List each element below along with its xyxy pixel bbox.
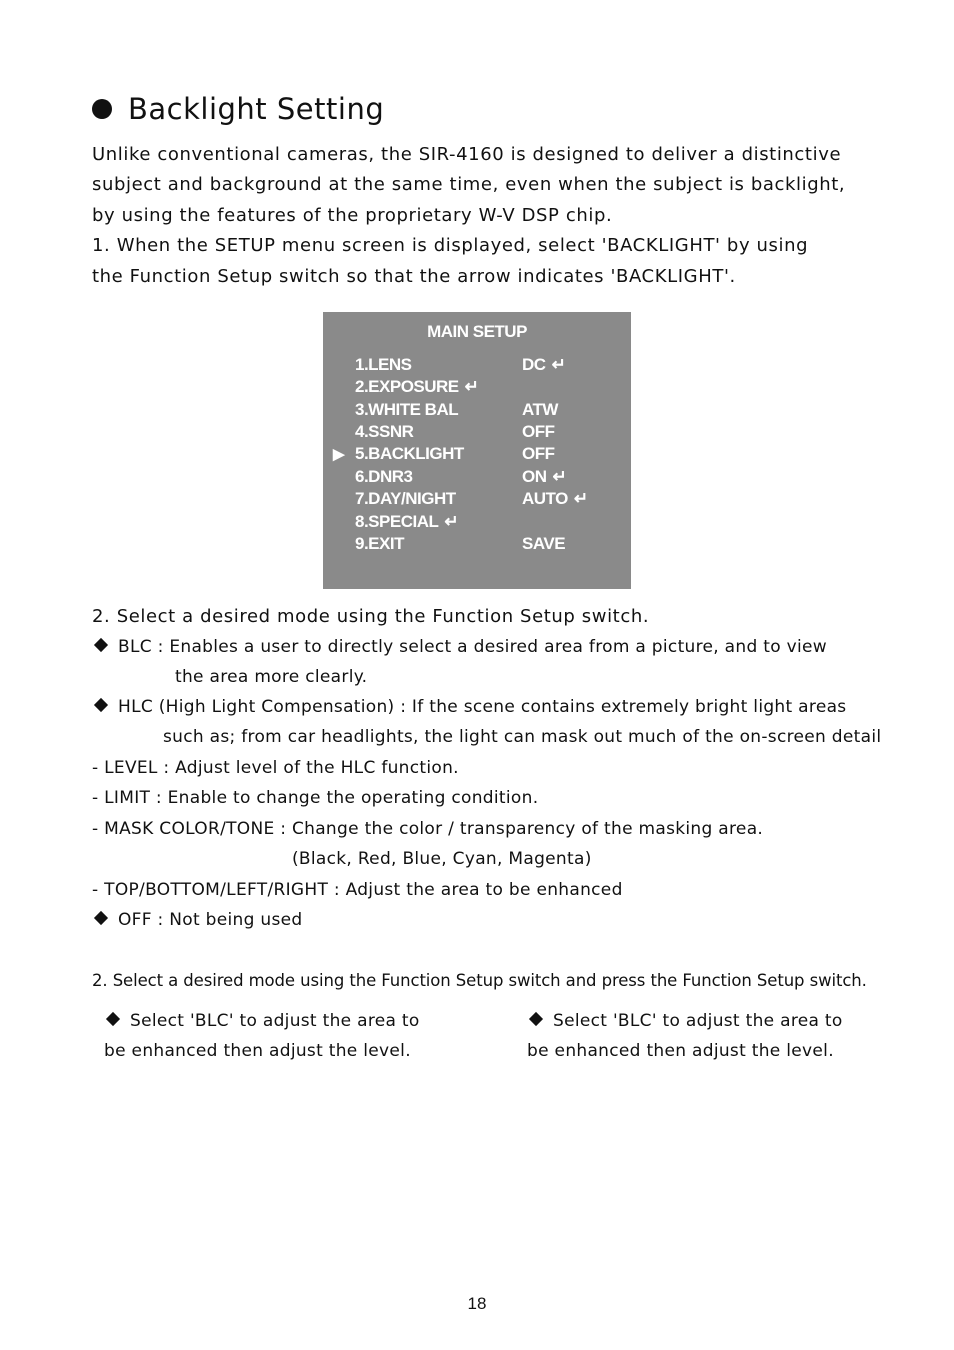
osd-header: MAIN SETUP [427,322,527,341]
osd-row-value: DC [522,355,546,374]
osd-row-ssnr [355,422,631,444]
osd-row-special [355,512,631,534]
blc-text-cont: the area more clearly. [175,667,368,687]
osd-row-value: OFF [522,422,555,441]
diamond-bullet-icon [529,1012,543,1026]
hlc-item [92,697,846,717]
osd-row-value: OFF [522,444,555,463]
bullet-dot-icon [92,99,112,119]
osd-row-label: 4.SSNR [355,422,414,441]
hlc-area: - TOP/BOTTOM/LEFT/RIGHT : Adjust the area to be enhanced [92,880,623,900]
osd-row-label: 5.BACKLIGHT [355,444,464,463]
step-2b-heading: 2. Select a desired mode using the Function Setup switch and press the Function Setup switch. [92,971,867,990]
blc-item [92,637,827,657]
osd-row-label: 8.SPECIAL [355,512,439,531]
osd-row-value: ON [522,467,547,486]
osd-row-label: 1.LENS [355,355,412,374]
osd-row-value: ATW [522,400,558,419]
left-column-line-1 [104,1011,420,1031]
enter-arrow-icon: ↵ [552,467,567,486]
right-column-line-1 [527,1011,843,1031]
diamond-bullet-icon [94,698,108,712]
right-column-text: Select 'BLC' to adjust the area to [553,1011,843,1031]
blc-text: BLC : Enables a user to directly select a desired area from a picture, and to view [118,637,827,657]
enter-arrow-icon: ↵ [573,489,588,508]
osd-row-label: 7.DAY/NIGHT [355,489,456,508]
osd-row-label: 2.EXPOSURE [355,377,459,396]
diamond-bullet-icon [94,638,108,652]
page-number: 18 [467,1294,487,1313]
hlc-mask-colors: (Black, Red, Blue, Cyan, Magenta) [292,849,592,869]
right-column-line-2: be enhanced then adjust the level. [527,1041,834,1061]
osd-row-white-bal [355,400,631,422]
section-title-text: Backlight Setting [128,92,385,126]
osd-row-value: AUTO [522,489,568,508]
off-text: OFF : Not being used [118,910,303,930]
off-item [92,910,302,930]
intro-line-4: 1. When the SETUP menu screen is displayed, select 'BACKLIGHT' by using [92,235,809,256]
hlc-level: - LEVEL : Adjust level of the HLC function. [92,758,459,778]
osd-row-dnr3 [355,467,631,489]
osd-row-exposure [355,377,631,399]
section-title [92,92,384,126]
intro-line-5: the Function Setup switch so that the arrow indicates 'BACKLIGHT'. [92,266,736,287]
diamond-bullet-icon [94,911,108,925]
osd-row-label: 3.WHITE BAL [355,400,459,419]
enter-arrow-icon: ↵ [464,377,479,396]
osd-row-label: 6.DNR3 [355,467,413,486]
hlc-mask: - MASK COLOR/TONE : Change the color / transparency of the masking area. [92,819,764,839]
step-2-heading: 2. Select a desired mode using the Function Setup switch. [92,606,650,627]
hlc-limit: - LIMIT : Enable to change the operating condition. [92,788,539,808]
enter-arrow-icon: ↵ [444,512,459,531]
osd-row-backlight [333,444,631,466]
osd-main-setup-menu [323,312,631,589]
left-column-line-2: be enhanced then adjust the level. [104,1041,411,1061]
diamond-bullet-icon [106,1012,120,1026]
intro-line-3: by using the features of the proprietary W-V DSP chip. [92,205,613,226]
intro-line-1: Unlike conventional cameras, the SIR-4160 is designed to deliver a distinctive [92,144,842,165]
enter-arrow-icon: ↵ [551,355,566,374]
osd-row-lens [355,355,631,377]
osd-row-label: 9.EXIT [355,534,404,553]
hlc-text-cont: such as; from car headlights, the light can mask out much of the on-screen detail [163,727,882,747]
osd-row-day-night [355,489,631,511]
intro-line-2: subject and background at the same time, even when the subject is backlight, [92,174,846,195]
hlc-text: HLC (High Light Compensation) : If the scene contains extremely bright light areas [118,697,847,717]
osd-row-exit [355,534,631,556]
left-column-text: Select 'BLC' to adjust the area to [130,1011,420,1031]
osd-row-value: SAVE [522,534,566,553]
selection-arrow-icon: ▶ [333,446,345,463]
